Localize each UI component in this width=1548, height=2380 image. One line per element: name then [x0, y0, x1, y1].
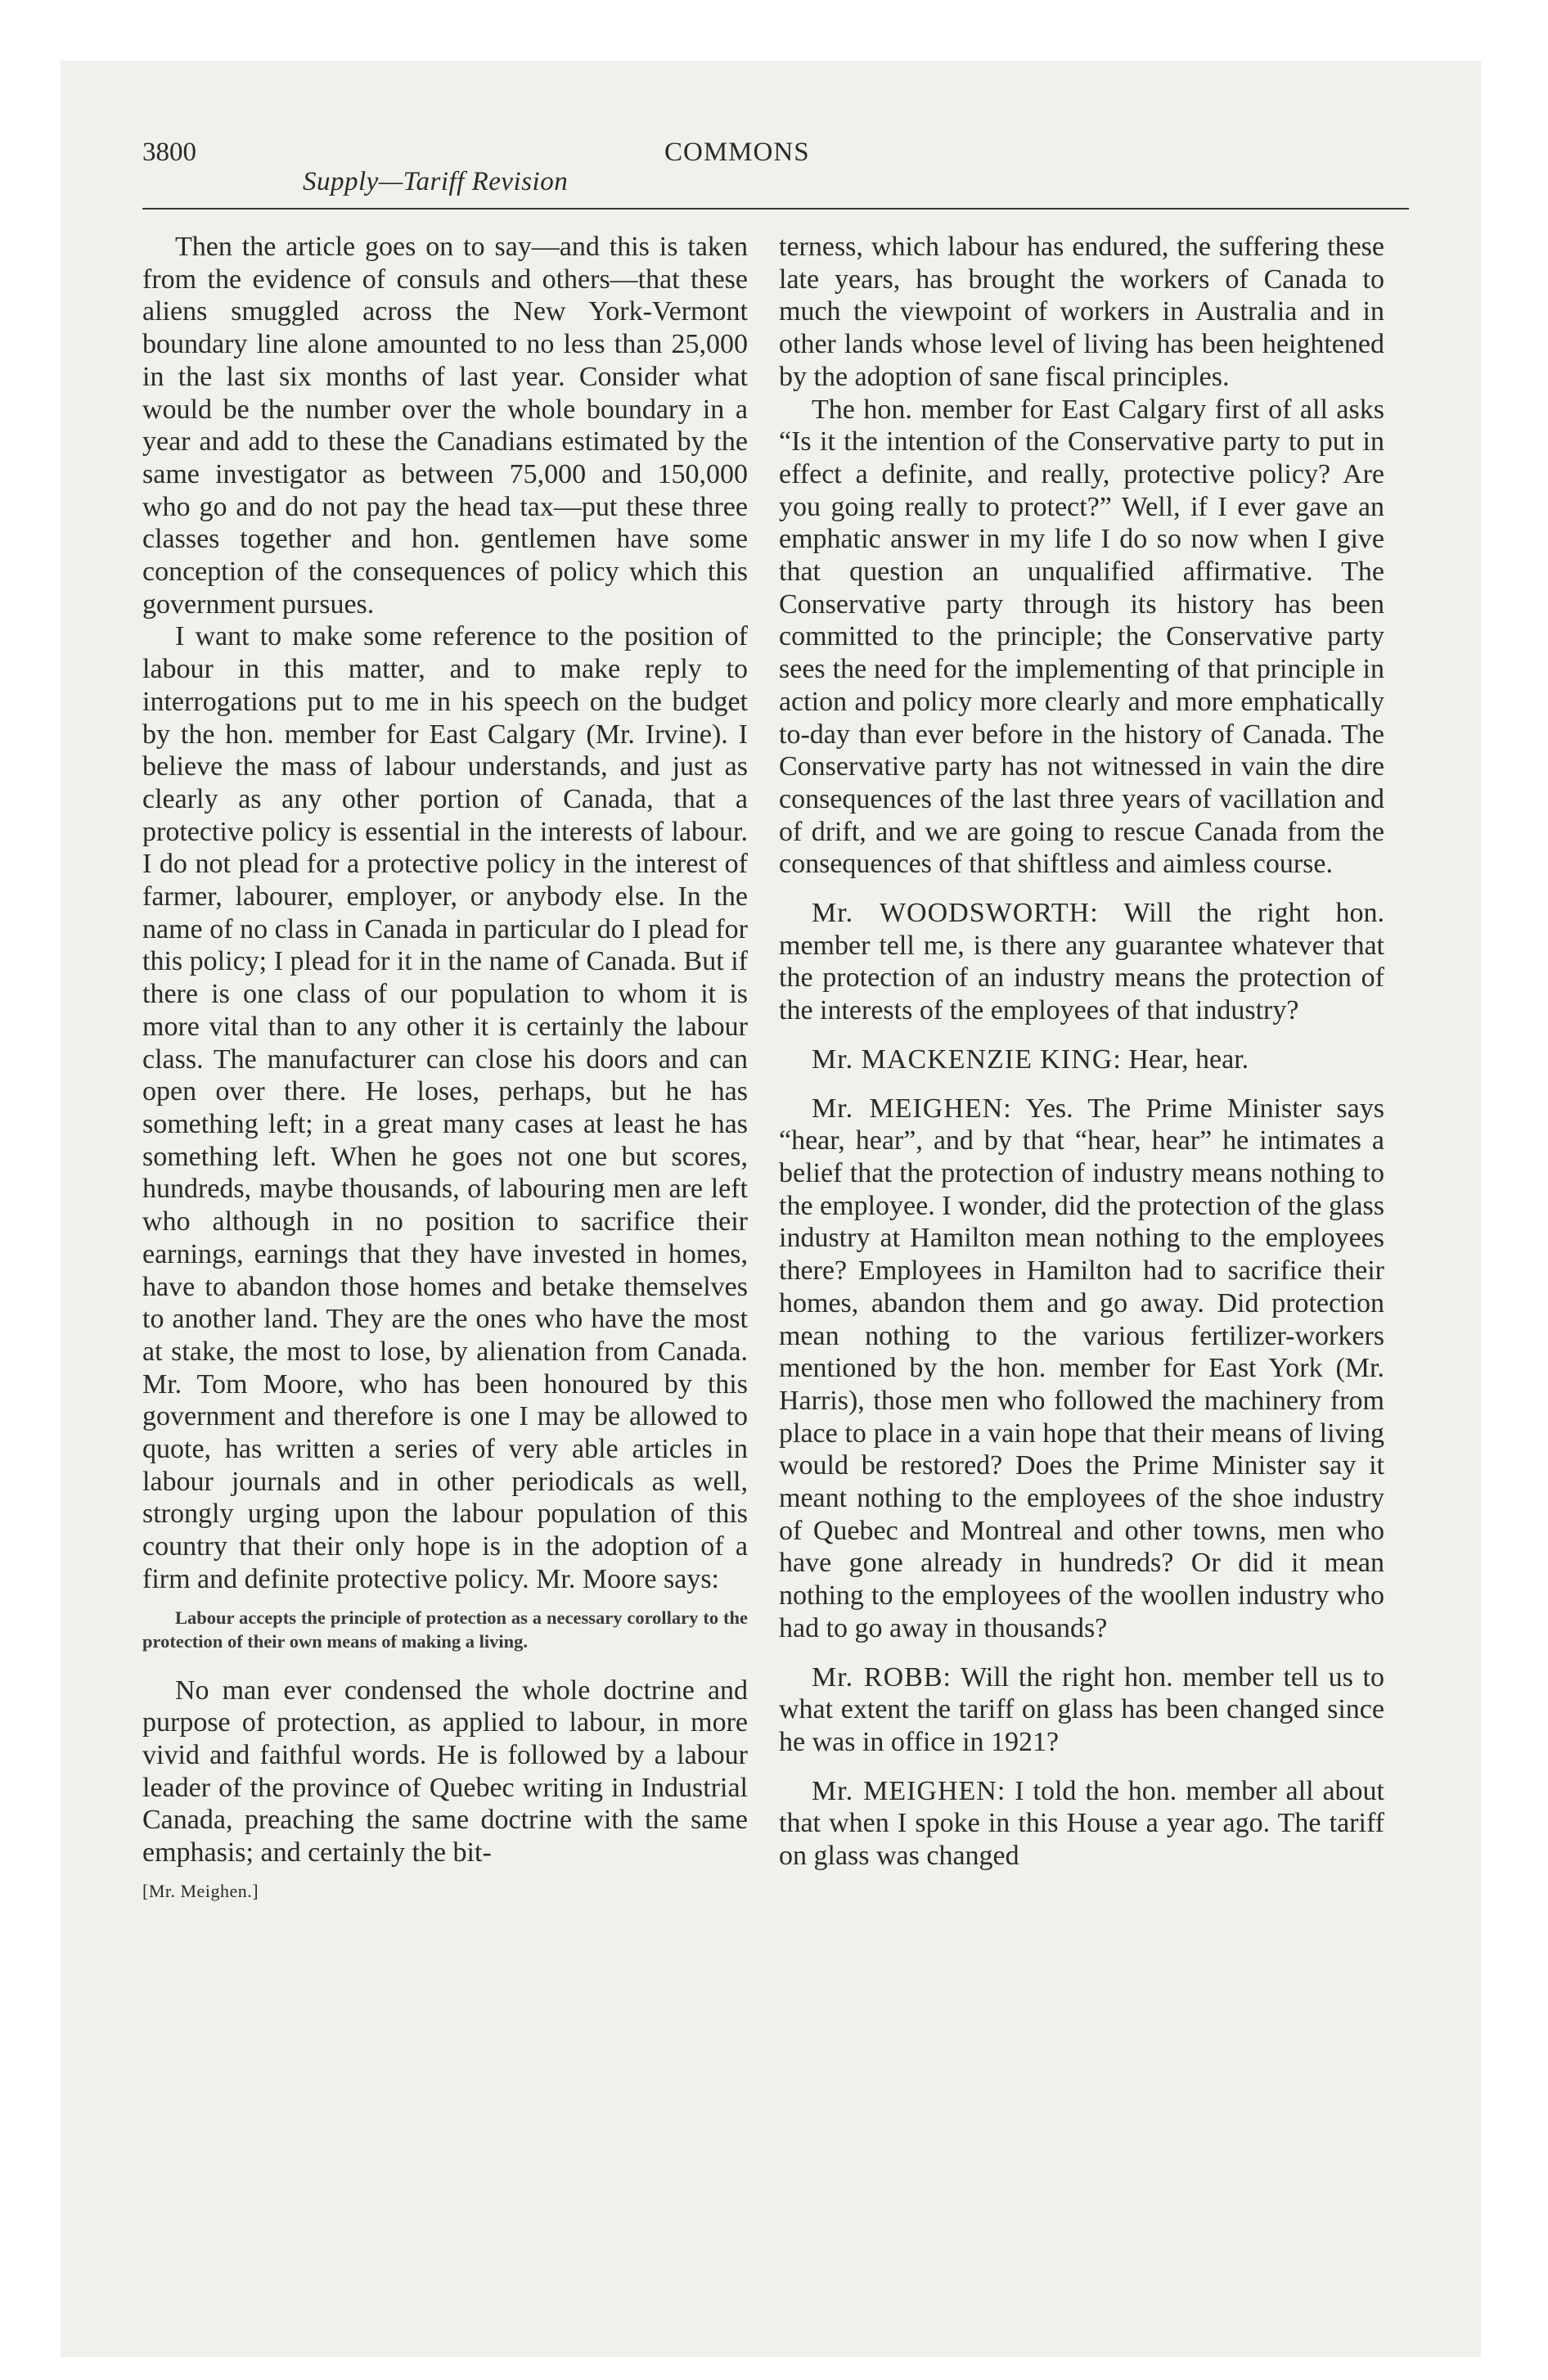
running-head: COMMONS [664, 137, 810, 167]
speech-text: Will the right hon. member tell us to what extent the tariff on glass has been changed since he was in office in 1921? [779, 1661, 1385, 1757]
paragraph: terness, which labour has endured, the suffering these late years, has brought the workers of Canada to much the viewpoint of workers in Australia and in other lands whose level of living has been heightened by the adoption of sane fiscal principles. [779, 232, 1384, 392]
speech-text: Hear, hear. [1128, 1044, 1249, 1075]
speech-woodsworth [779, 897, 1384, 1027]
block-quote: Labour accepts the principle of protection as a necessary corollary to the protection of their own means of making a living. [142, 1607, 748, 1652]
speech-text: Yes. The Prime Minister says “hear, hear”, and by that “hear, hear” he intimates a belief that the protection of industry means nothing to the employee. I wonder, did the protection of the glass industry at Hamilton mean nothing to the employees there? Employees in Hamilton had to sacrifice their homes, abandon them and go away. Did protection mean nothing to the various fertilizer-workers mentioned by the hon. member for East York (Mr. Harris), those men who followed the machinery from place to place in a vain hope that their means of living would be restored? Does the Prime Minister say it meant nothing to the employees of the shoe industry of Quebec and Montreal and other towns, men who have gone already in hundreds? Or did it mean nothing to the employees of the woollen industry who had to go away in thousands? [779, 1093, 1384, 1643]
paragraph: I want to make some reference to the position of labour in this matter, and to make reply to interrogations put to me in his speech on the budget by the hon. member for East Calgary (Mr. Irvine). I believe the mass of labour understands, and just as clearly as any other portion of Canada, that a protective policy is essential in the interests of labour. I do not plead for a protective policy in the interest of farmer, labourer, employer, or anybody else. In the name of no class in Canada in particular do I plead for this policy; I plead for it in the name of Canada. But if there is one class of our population to whom it is more vital than to any other it is certainly the labour class. The manufacturer can close his doors and can open over there. He loses, perhaps, but he has something left; in a great many cases at least he has something left. When he goes not one but scores, hundreds, maybe thousands, of labouring men are left who although in no position to sacrifice their earnings, earnings that they have invested in homes, have to abandon those homes and betake themselves to another land. They are the ones who have the most at stake, the most to lose, by alienation from Canada. Mr. Tom Moore, who has been honoured by this government and therefore is one I may be allowed to quote, has written a series of very able articles in labour journals and in other periodicals as well, strongly urging upon the labour population of this country that their only hope is in the adoption of a firm and definite protective policy. Mr. Moore says: [142, 621, 748, 1594]
header-rule [142, 208, 1409, 210]
speech-robb [779, 1661, 1384, 1759]
speech-mackenzie-king [779, 1044, 1384, 1076]
speaker-name: Mr. MEIGHEN: [812, 1775, 1006, 1806]
speaker-name: Mr. WOODSWORTH: [812, 898, 1099, 929]
speaker-name: Mr. MEIGHEN: [812, 1093, 1012, 1124]
left-column [142, 231, 748, 1905]
speech-meighen [779, 1093, 1384, 1645]
speech-meighen-2 [779, 1775, 1384, 1873]
page-number: 3800 [142, 137, 196, 167]
speaker-footnote: [Mr. Meighen.] [142, 1880, 259, 1901]
paragraph: The hon. member for East Calgary first of all asks “Is it the intention of the Conservative party to put in effect a definite, and really, protective policy? Are you going really to protect?” Well, if I ever gave an emphatic answer in my life I do so now when I give that question an unqualified affirmative. The Conservative party through its history has been committed to the principle; the Conservative party sees the need for the implementing of that principle in action and policy more clearly and more emphatically to-day than ever before in the history of Canada. The Conservative party has not witnessed in vain the dire consequences of the last three years of vacillation and of drift, and we are going to rescue Canada from the consequences of that shiftless and aimless course. [779, 394, 1384, 880]
speaker-name: Mr. MACKENZIE KING: [812, 1044, 1122, 1075]
paragraph: Then the article goes on to say—and this is taken from the evidence of consuls and others—that these aliens smuggled across the New York-Vermont boundary line alone amounted to no less than 25,000 in the last six months of last year. Consider what would be the number over the whole boundary in a year and add to these the Canadians estimated by the same investigator as between 75,000 and 150,000 who go and do not pay the head tax—put these three classes together and hon. gentlemen have some conception of the consequences of policy which this government pursues. [142, 232, 748, 620]
subject-heading: Supply—Tariff Revision [303, 167, 569, 196]
speech-text: Will the right hon. member tell me, is there any guarantee whatever that the protection of an industry means the protection of the interests of the employees of that industry? [779, 898, 1385, 1026]
speaker-name: Mr. ROBB: [812, 1661, 952, 1693]
speech-text: I told the hon. member all about that when I spoke in this House a year ago. The tariff on glass was changed [779, 1775, 1384, 1872]
right-column [779, 231, 1384, 1873]
paragraph: No man ever condensed the whole doctrine and purpose of protection, as applied to labour, in more vivid and faithful words. He is followed by a labour leader of the province of Quebec writing in Industrial Canada, preaching the same doctrine with the same emphasis; and certainly the bit- [142, 1675, 748, 1868]
